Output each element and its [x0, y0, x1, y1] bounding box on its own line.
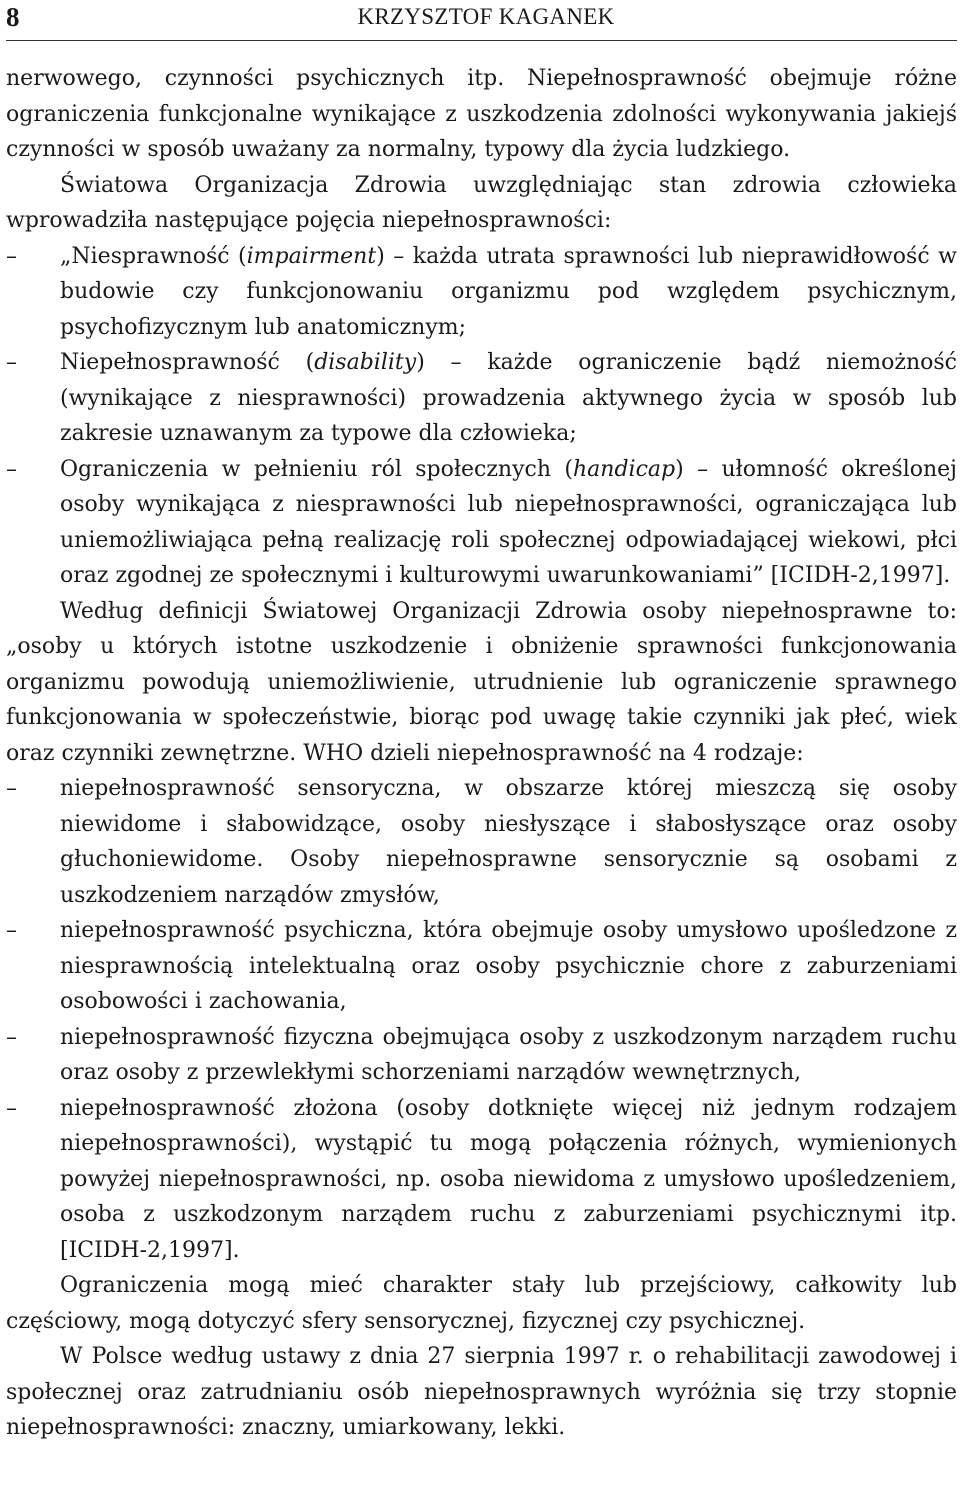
- term-english: impairment: [246, 243, 377, 269]
- paragraph-poland-law: W Polsce według ustawy z dnia 27 sierpnia 1997 r. o rehabilitacji zawodowej i społecznej oraz zatrudnianiu osób niepełnosprawnych wyróżnia się trzy stopnie niepełnosprawności: znaczny, umiarkowany, lekki.: [6, 1344, 957, 1440]
- running-header: [6, 0, 957, 41]
- list-item-mental: [6, 913, 957, 1020]
- list-dash: –: [6, 1024, 17, 1050]
- paragraph-who-intro: Światowa Organizacja Zdrowia uwzględniając stan zdrowia człowieka wprowadziła następujące pojęcia niepełnosprawności:: [6, 172, 957, 233]
- paragraph-continuation: nerwowego, czynności psychicznych itp. Niepełnosprawność obejmuje różne ograniczenia funkcjonalne wynikające z uszkodzenia zdolności wykonywania jakiejś czynności w sposób uważany za normalny, typowy dla życia ludzkiego.: [6, 66, 957, 162]
- term-english: disability: [314, 350, 417, 375]
- who-terms-list: [6, 239, 957, 594]
- paragraph-limitations: Ograniczenia mogą mieć charakter stały lub przejściowy, całkowity lub częściowy, mogą dotyczyć sfery sensorycznej, fizycznej czy psychicznej.: [6, 1273, 957, 1334]
- list-item-text: niepełnosprawność złożona (osoby dotknięte więcej niż jednym rodzajem niepełnosprawności), wystąpić tu mogą połączenia różnych, wymienionych powyżej niepełnosprawności, np. osoba niewidoma z umysłowo upośledzeniem, osoba z uszkodzonym narządem ruchu z zaburzeniami psychicznymi itp. [ICIDH-2,1997].: [60, 1095, 957, 1263]
- disability-types-list: [6, 771, 957, 1268]
- term-lead: „Niesprawność (: [60, 243, 247, 269]
- list-item-text: niepełnosprawność fizyczna obejmująca osoby z uszkodzonym narządem ruchu oraz osoby z przewlekłymi schorzeniami narządów wewnętrznych,: [60, 1024, 957, 1085]
- list-item-sensory: [6, 771, 957, 913]
- list-dash: –: [6, 243, 17, 269]
- page-number: 8: [6, 2, 20, 32]
- list-item-physical: [6, 1020, 957, 1091]
- list-item-handicap: [6, 452, 957, 594]
- list-dash: –: [6, 456, 17, 482]
- list-dash: –: [6, 1095, 17, 1121]
- list-item-complex: [6, 1091, 957, 1269]
- term-lead: Niepełnosprawność (: [60, 350, 315, 375]
- list-dash: –: [6, 918, 17, 943]
- list-item-impairment: [6, 239, 957, 346]
- term-definition: ) – każda utrata sprawności lub nieprawidłowość w budowie czy funkcjonowaniu organizmu pod względem psychicznym, psychofizycznym lub anatomicznym;: [60, 243, 957, 340]
- list-dash: –: [6, 776, 17, 801]
- term-definition: ) – każde ograniczenie bądź niemożność (wynikające z niesprawności) prowadzenia aktywnego życia w sposób lub zakresie uznawanym za typowe dla człowieka;: [60, 350, 957, 446]
- term-english: handicap: [573, 456, 676, 482]
- book-page: [6, 0, 957, 1446]
- paragraph-who-definition: Według definicji Światowej Organizacji Zdrowia osoby niepełnosprawne to: „osoby u których istotne uszkodzenie i obniżenie sprawności funkcjonowania organizmu powodują uniemożliwienie, utrudnienie lub ograniczenie sprawnego funkcjonowania w społeczeństwie, biorąc pod uwagę takie czynniki jak płeć, wiek oraz czynniki zewnętrzne. WHO dzieli niepełnosprawność na 4 rodzaje:: [6, 598, 957, 766]
- list-dash: –: [6, 350, 17, 375]
- term-definition: ) – ułomność określonej osoby wynikająca z niesprawności lub niepełnosprawności, ograniczająca lub uniemożliwiająca pełną realizację roli społecznej odpowiadającej wiekowi, płci oraz zgodnej ze społecznymi i kulturowymi uwarunkowaniami” [ICIDH-2,1997].: [60, 456, 957, 588]
- term-lead: Ograniczenia w pełnieniu ról społecznych (: [60, 456, 573, 482]
- list-item-text: niepełnosprawność sensoryczna, w obszarze której mieszczą się osoby niewidome i słabowidzące, osoby niesłyszące i słabosłyszące oraz osoby głuchoniewidome. Osoby niepełnosprawne sensorycznie są osobami z uszkodzeniem narządów zmysłów,: [60, 776, 957, 908]
- body-text: [6, 61, 957, 1446]
- running-head-author: KRZYSZTOF KAGANEK: [357, 4, 615, 29]
- list-item-text: niepełnosprawność psychiczna, która obejmuje osoby umysłowo upośledzone z niesprawnością intelektualną oraz osoby psychicznie chore z zaburzeniami osobowości i zachowania,: [60, 918, 957, 1014]
- list-item-disability: [6, 345, 957, 452]
